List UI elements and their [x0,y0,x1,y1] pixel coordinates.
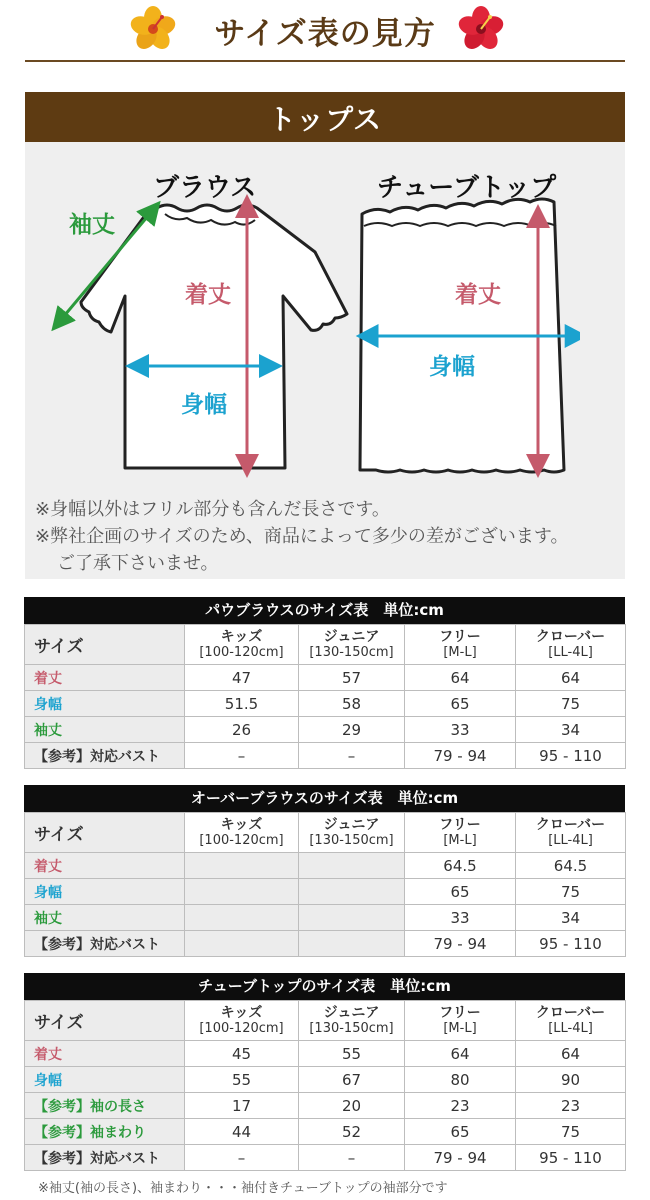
table-cell: 64.5 [405,853,516,879]
col-junior: ジュニア [130-150cm] [299,1001,405,1041]
col-free: フリー [M-L] [405,813,516,853]
table-cell: 23 [516,1093,626,1119]
table-cell: – [299,743,405,769]
table-cell: 67 [299,1067,405,1093]
page-title: サイズ表の見方 [214,16,436,52]
col-junior: ジュニア [130-150cm] [299,625,405,665]
table-cell: 65 [405,1119,516,1145]
table-cell: 65 [405,879,516,905]
table-row [25,1041,626,1067]
table-row [25,665,626,691]
col-junior: ジュニア [130-150cm] [299,813,405,853]
table-row [25,717,626,743]
table-cell: 26 [185,717,299,743]
table-cell: 75 [516,879,626,905]
table-row [25,743,626,769]
row-label-width: 身幅 [25,1067,185,1093]
row-label-sleeve: 袖丈 [25,905,185,931]
tube-top-width-label: 身幅 [429,354,475,380]
over-blouse-size-table [24,785,625,957]
col-kids: キッズ [100-120cm] [185,813,299,853]
table-cell: 95 - 110 [516,743,626,769]
page-header [0,0,650,62]
row-label-width: 身幅 [25,691,185,717]
row-label-length: 着丈 [25,665,185,691]
table-cell-empty [185,879,299,905]
blouse-outline [81,205,347,468]
table-cell-empty [185,853,299,879]
table-cell: – [185,1145,299,1171]
table-cell: 52 [299,1119,405,1145]
col-clover: クローバー [LL-4L] [516,1001,626,1041]
table-cell: 23 [405,1093,516,1119]
table-cell-empty [299,905,405,931]
row-label-bust: 【参考】対応バスト [25,931,185,957]
row-label-bust: 【参考】対応バスト [25,743,185,769]
table-cell: 80 [405,1067,516,1093]
table-cell: 95 - 110 [516,1145,626,1171]
table-cell: 17 [185,1093,299,1119]
col-free: フリー [M-L] [405,1001,516,1041]
blouse-length-label: 着丈 [185,282,231,308]
table-cell-empty [299,853,405,879]
table-cell: 65 [405,691,516,717]
row-label-bust: 【参考】対応バスト [25,1145,185,1171]
table-cell: 64 [516,665,626,691]
header-rule [25,60,625,62]
blouse-sleeve-label: 袖丈 [69,212,115,238]
row-label-sleeve-circumference: 【参考】袖まわり [25,1119,185,1145]
col-free: フリー [M-L] [405,625,516,665]
table-cell: 90 [516,1067,626,1093]
table-header-row [25,1001,626,1041]
table-cell: 20 [299,1093,405,1119]
table-cell: 55 [185,1067,299,1093]
size-header: サイズ [25,813,185,853]
table-cell-empty [299,931,405,957]
note-line: ※弊社企画のサイズのため、商品によって多少の差がございます。 [35,526,569,547]
table-cell: 44 [185,1119,299,1145]
table-cell: 33 [405,717,516,743]
size-header: サイズ [25,1001,185,1041]
table-row [25,1145,626,1171]
row-label-sleeve-length: 【参考】袖の長さ [25,1093,185,1119]
table-title: オーバーブラウスのサイズ表 単位:cm [24,785,625,812]
note-line: ※身幅以外はフリル部分も含んだ長さです。 [35,499,390,520]
table-row [25,691,626,717]
table-cell: 64.5 [516,853,626,879]
blouse-label: ブラウス [153,173,257,203]
tube-top-size-table [24,973,625,1171]
tops-section-bar [25,92,625,142]
table-cell: 33 [405,905,516,931]
table-cell: – [185,743,299,769]
table-row [25,1093,626,1119]
table-cell: – [299,1145,405,1171]
table-cell: 29 [299,717,405,743]
row-label-length: 着丈 [25,853,185,879]
table-cell: 95 - 110 [516,931,626,957]
table-cell: 79 - 94 [405,1145,516,1171]
table-cell: 79 - 94 [405,743,516,769]
table-row [25,853,626,879]
col-clover: クローバー [LL-4L] [516,813,626,853]
col-kids: キッズ [100-120cm] [185,625,299,665]
table-title: チューブトップのサイズ表 単位:cm [24,973,625,1000]
table-row [25,1119,626,1145]
table-cell-empty [185,931,299,957]
row-label-length: 着丈 [25,1041,185,1067]
table-cell-empty [299,879,405,905]
hibiscus-red-icon [458,6,504,52]
col-clover: クローバー [LL-4L] [516,625,626,665]
table-cell: 64 [516,1041,626,1067]
note-line: ご了承下さいませ。 [57,553,219,574]
blouse-width-label: 身幅 [181,392,227,418]
tube-top-diagram [350,192,580,482]
tops-notes [35,496,568,577]
col-kids: キッズ [100-120cm] [185,1001,299,1041]
table-title: パウブラウスのサイズ表 単位:cm [24,597,625,624]
table-row [25,879,626,905]
tube-top-label: チューブトップ [377,173,557,203]
table-cell: 51.5 [185,691,299,717]
tops-section-title: トップス [267,103,383,136]
table-cell: 57 [299,665,405,691]
table-header-row [25,813,626,853]
size-header: サイズ [25,625,185,665]
table-cell: 45 [185,1041,299,1067]
tube-top-length-label: 着丈 [455,282,501,308]
table-cell: 75 [516,691,626,717]
table-row [25,1067,626,1093]
table-cell: 58 [299,691,405,717]
row-label-sleeve: 袖丈 [25,717,185,743]
table-cell: 34 [516,717,626,743]
table-cell: 79 - 94 [405,931,516,957]
row-label-width: 身幅 [25,879,185,905]
table-header-row [25,625,626,665]
table-cell: 55 [299,1041,405,1067]
table-cell: 64 [405,665,516,691]
table-cell: 64 [405,1041,516,1067]
table-cell: 75 [516,1119,626,1145]
table-cell-empty [185,905,299,931]
blouse-size-table [24,597,625,769]
tops-panel [25,92,625,579]
table-cell: 34 [516,905,626,931]
table-row [25,931,626,957]
table-row [25,905,626,931]
table-cell: 47 [185,665,299,691]
footnote: ※袖丈(袖の長さ)、袖まわり・・・袖付きチューブトップの袖部分です [38,1181,448,1196]
